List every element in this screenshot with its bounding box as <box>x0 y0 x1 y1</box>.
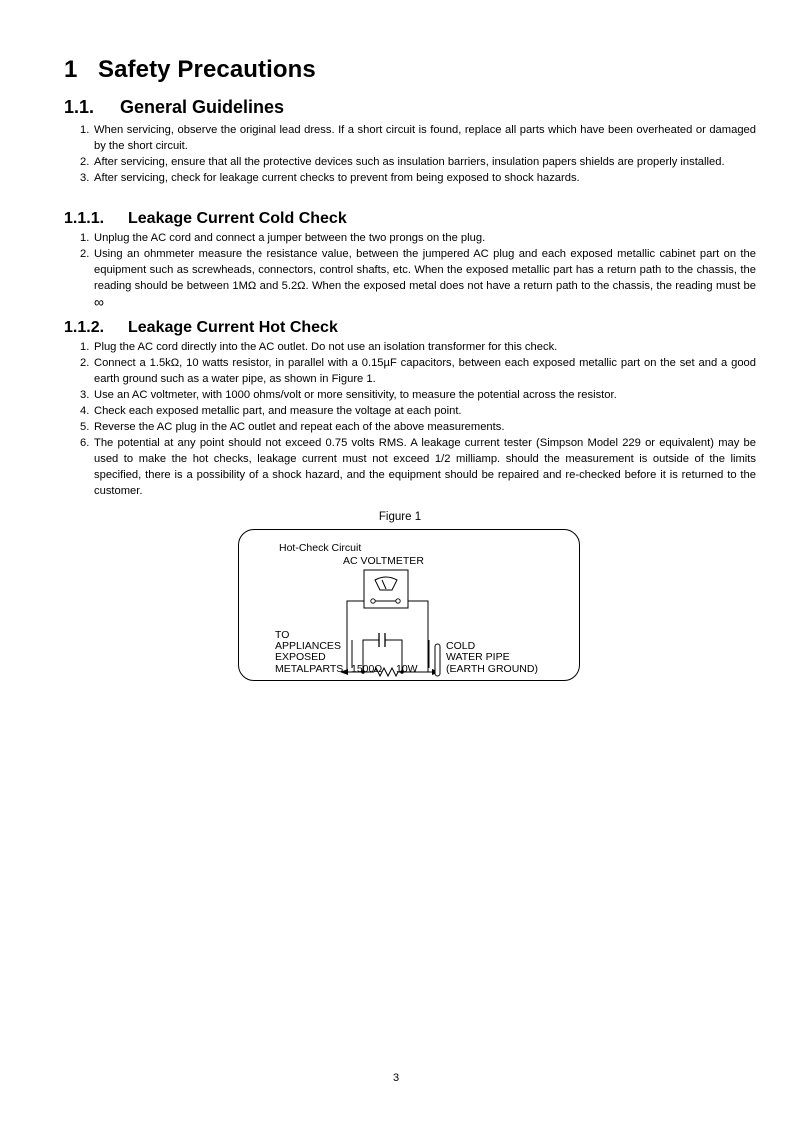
list-item: 1. Plug the AC cord directly into the AC outlet. Do not use an isolation transformer for this check. <box>80 341 558 353</box>
infinity-symbol: ∞ <box>94 294 104 310</box>
left-label-line: EXPOSED <box>275 651 326 663</box>
right-label-line: WATER PIPE <box>446 651 510 663</box>
list-item: 6. The potential at any point should not exceed 0.75 volts RMS. A leakage current tester (Simpson Model 229 or equivalent) may be used to make the hot checks, leakage current must not exceed 1/2 milliamp. should the measurement is outside of the limits specified, there is a possibility of a shock hazard, and the equipment should be repaired and re-checked before it is returned to the customer. <box>80 437 756 497</box>
subsection-title: Leakage Current Cold Check <box>128 210 347 227</box>
section-title: Safety Precautions <box>98 56 316 83</box>
voltmeter-label: AC VOLTMETER <box>343 555 424 567</box>
hot-check-list <box>76 339 756 499</box>
subsection-title: General Guidelines <box>120 97 285 117</box>
meter-lead-right <box>408 601 428 672</box>
page-number: 3 <box>392 1072 400 1084</box>
list-item: 3. After servicing, check for leakage current checks to prevent from being exposed to shock hazards. <box>80 172 580 184</box>
hot-check-circuit-figure <box>238 529 580 681</box>
right-label-line: COLD <box>446 640 476 652</box>
left-label-line: APPLIANCES <box>275 640 341 652</box>
subsection-number: 1.1. <box>64 97 95 117</box>
circuit-title: Hot-Check Circuit <box>279 542 362 554</box>
water-pipe-icon <box>435 644 440 676</box>
hot-check-heading <box>64 319 338 337</box>
list-item: 2. Using an ohmmeter measure the resistance value, between the jumpered AC plug and each exposed metallic cabinet part on the equipment such as screwheads, connectors, control shafts, etc. When the exposed metallic part has a return path to the chassis, the reading should be between 1MΩ and 5.2Ω. When the exposed metal does not have a return path to the chassis, the reading must be ∞ <box>80 248 756 310</box>
section-number: 1 <box>64 56 78 83</box>
meter-terminal-right-icon <box>396 599 400 603</box>
right-label-line: (EARTH GROUND) <box>446 663 538 675</box>
list-item: 5. Reverse the AC plug in the AC outlet and repeat each of the above measurements. <box>80 421 505 433</box>
list-item: 2. After servicing, ensure that all the protective devices such as insulation barriers, insulation papers shields are properly installed. <box>80 156 725 168</box>
list-item: 1. Unplug the AC cord and connect a jumper between the two prongs on the plug. <box>80 232 486 244</box>
subsection-number: 1.1.1. <box>64 210 105 227</box>
list-item: 1. When servicing, observe the original lead dress. If a short circuit is found, replace all parts which have been overheated or damaged by the short circuit. <box>80 124 756 152</box>
list-item: 2. Connect a 1.5kΩ, 10 watts resistor, in parallel with a 0.15µF capacitors, between each exposed metallic part on the set and a good earth ground such as a water pipe, as shown in Figure 1. <box>80 357 756 385</box>
figure-caption: Figure 1 <box>378 511 422 523</box>
meter-terminal-left-icon <box>371 599 375 603</box>
list-item: 4. Check each exposed metallic part, and measure the voltage at each point. <box>80 405 462 417</box>
meter-lead-left <box>347 601 364 672</box>
left-label-line: METALPARTS <box>275 663 344 675</box>
section-heading <box>64 56 316 84</box>
subsection-number: 1.1.2. <box>64 319 105 336</box>
general-guidelines-heading <box>64 97 284 118</box>
left-label-line: TO <box>275 629 290 641</box>
cold-check-heading <box>64 210 347 228</box>
resistor-power: 10W <box>396 663 418 675</box>
cold-check-list <box>76 230 756 312</box>
subsection-title: Leakage Current Hot Check <box>128 319 338 336</box>
general-guidelines-list <box>76 122 756 186</box>
resistor-value: 1500Ω <box>351 663 383 675</box>
list-item: 3. Use an AC voltmeter, with 1000 ohms/volt or more sensitivity, to measure the potential across the resistor. <box>80 389 617 401</box>
